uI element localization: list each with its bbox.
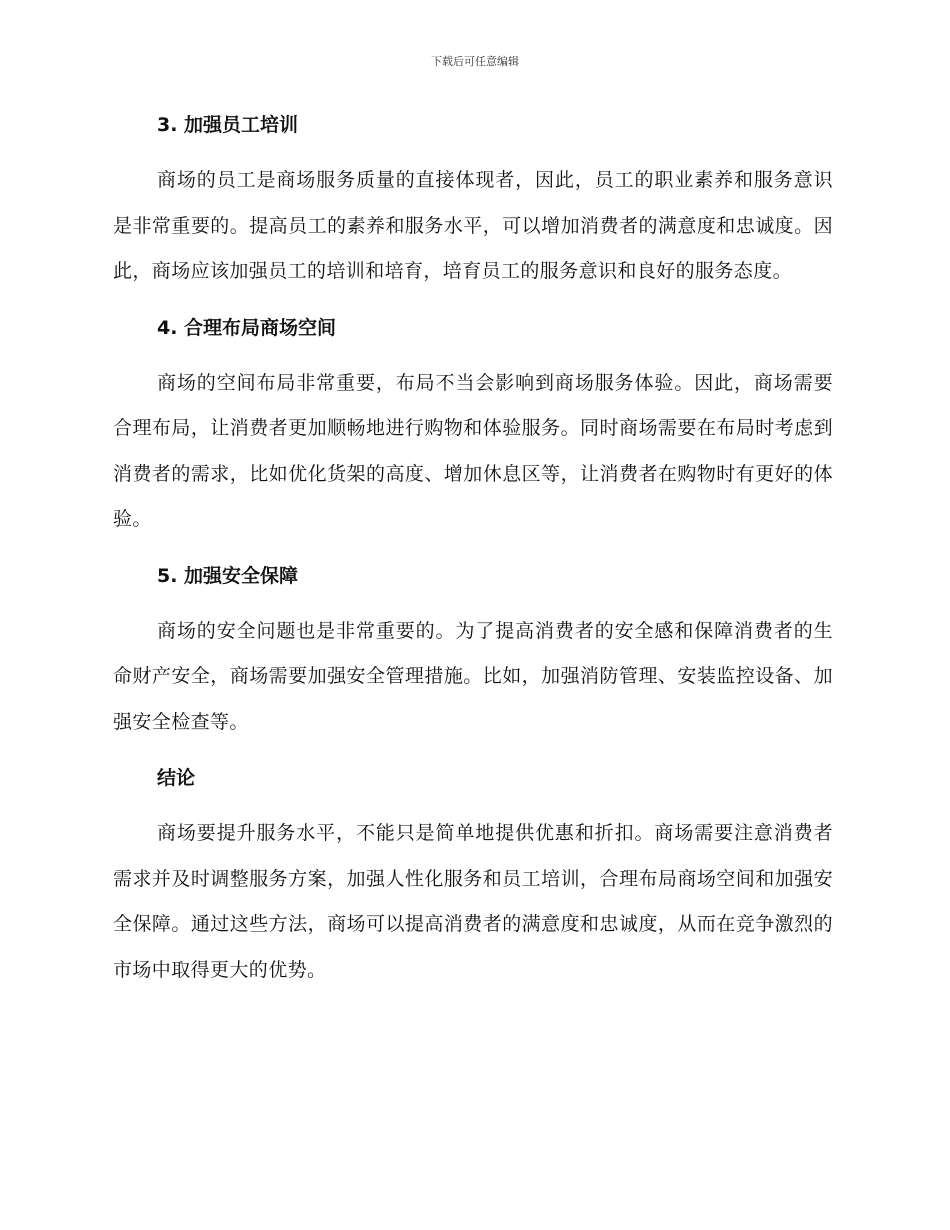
section-paragraph-safety: 商场的安全问题也是非常重要的。为了提高消费者的安全感和保障消费者的生命财产安全，商场需要加强安全管理措施。比如，加强消防管理、安装监控设备、加强安全检查等。 — [113, 619, 833, 733]
section-paragraph-staff-training: 商场的员工是商场服务质量的直接体现者，因此，员工的职业素养和服务意识是非常重要的。提高员工的素养和服务水平，可以增加消费者的满意度和忠诚度。因此，商场应该加强员工的培训和培育，培育员工的服务意识和良好的服务态度。 — [113, 169, 833, 282]
section-paragraph-conclusion: 商场要提升服务水平，不能只是简单地提供优惠和折扣。商场需要注意消费者需求并及时调整服务方案，加强人性化服务和员工培训，合理布局商场空间和加强安全保障。通过这些方法，商场可以提高消费者的满意度和忠诚度，从而在竞争激烈的市场中取得更大的优势。 — [113, 822, 833, 981]
document-body — [113, 110, 833, 993]
section-heading-staff-training: 3. 加强员工培训 — [157, 114, 299, 136]
section-heading-safety: 5. 加强安全保障 — [157, 564, 299, 587]
section-heading-conclusion: 结论 — [157, 767, 196, 789]
page-header: 下载后可任意编辑 — [431, 55, 519, 68]
section-heading-space-layout: 4. 合理布局商场空间 — [157, 316, 337, 339]
section-paragraph-space-layout: 商场的空间布局非常重要，布局不当会影响到商场服务体验。因此，商场需要合理布局，让消费者更加顺畅地进行购物和体验服务。同时商场需要在布局时考虑到消费者的需求，比如优化货架的高度、增加休息区等，让消费者在购物时有更好的体验。 — [113, 371, 833, 530]
